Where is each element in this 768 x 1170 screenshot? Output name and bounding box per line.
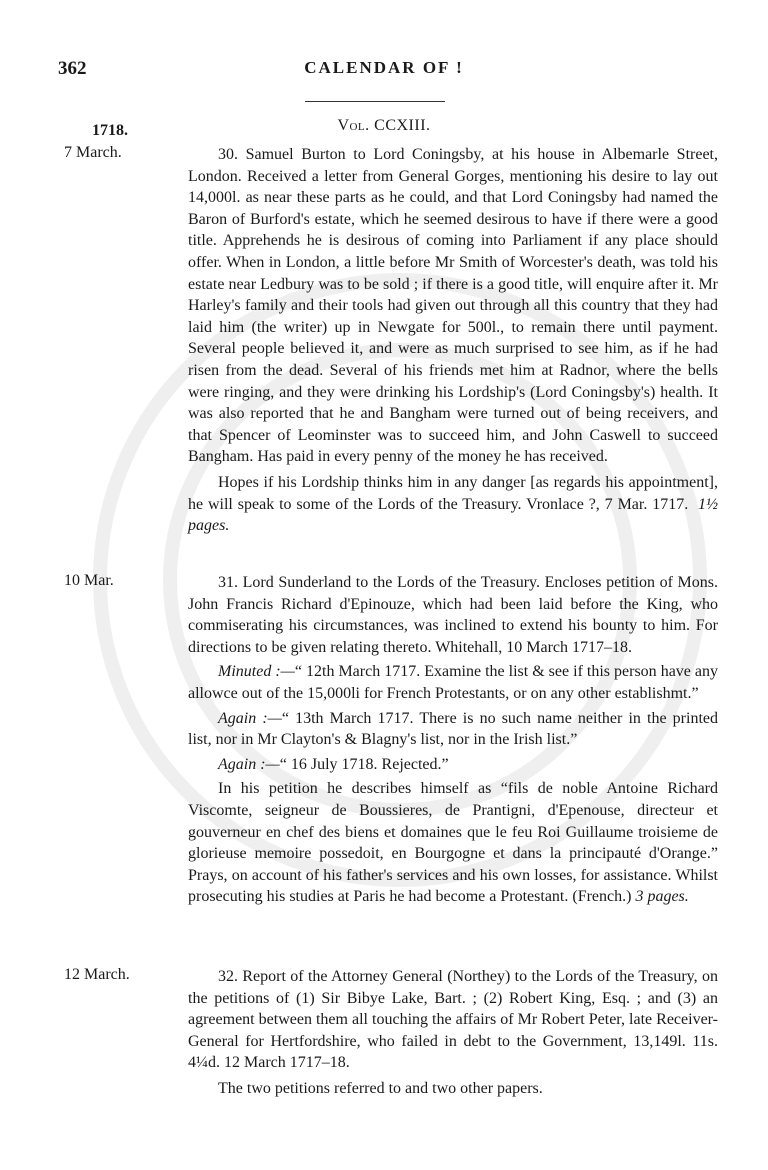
entry-date: 7 March. [64,144,122,161]
volume-heading: Vol. CCXIII. [337,117,431,134]
entry-body [188,966,718,1100]
entry-closing [188,472,718,537]
minute-label: Again :— [218,755,280,773]
petition-text: In his petition he describes himself as “fils de noble Antoine Richard Viscomte, seigneur de Boussieres, de Prantigni, d'Epenouse, directeur et gouverneur en chef des biens et domaines que le feu Roi Guillaume troisieme de glorieuse memoire possedoit, en Bourgogne et dans la principauté d'Orange.” Prays, on account of his father's services and his own losses, for assistance. Whilst prosecuting his studies at Paris he had become a Protestant. (French.) [188,780,718,906]
header-rule [305,101,445,102]
minute-note [188,661,718,704]
minute-text: “ 12th March 1717. Examine the list & see if this person have any allowce out of the 15,000li for French Protestants, or on any other establishmt.” [188,663,718,702]
margin-year: 1718. [92,122,128,139]
minute-label: Again :— [218,709,282,727]
entry-body [188,572,718,908]
minute-note [188,754,718,776]
minute-label: Minuted :— [218,663,295,681]
page-header [0,58,768,88]
minute-note [188,708,718,751]
entry-paragraph: 30. Samuel Burton to Lord Coningsby, at his house in Albemarle Street, London. Received a letter from General Gorges, mentioning his desire to lay out 14,000l. as near these parts as he could, and that Lord Coningsby had named the Baron of Burford's estate, which he seemed desirous to have if there were a good title. Apprehends he is desirous of coming into Parliament if any place should offer. When in London, a little before Mr Smith of Worcester's death, was told his estate near Ledbury was to be sold ; if there is a good title, will enquire after it. Mr Harley's family and their tools had given out through all this country that they had laid him (the writer) up in Newgate for 500l., to remain there until payment. Several people believed it, and were as much surprised to see him, as if he had risen from the dead. Several of his friends met him at Radnor, where the bells were ringing, and they were drinking his Lordship's (Lord Coningsby's) health. It was also reported that he and Bangham were turned out of being receivers, and that Spencer of Leominster was to succeed him, and John Caswell to succeed Bangham. Has paid in every penny of the money he has received. [188,146,718,466]
page-count: 1½ pages. [188,495,719,535]
entry-paragraph: 31. Lord Sunderland to the Lords of the Treasury. Encloses petition of Mons. John Francis Richard d'Epinouze, which had been laid before the King, who commiserating his circumstances, was inclined to extend his bounty to him. For directions to be given relating thereto. Whitehall, 10 March 1717–18. [188,574,718,656]
minute-text: “ 16 July 1718. Rejected.” [279,755,449,773]
closing-text: Hopes if his Lordship thinks him in any danger [as regards his appointment], he will speak to some of the Lords of the Treasury. Vronlace ?, 7 Mar. 1717. [188,473,718,513]
running-title: CALENDAR OF ! [304,58,464,77]
page-count: 3 pages. [635,888,689,906]
minute-text: “ 13th March 1717. There is no such name neither in the printed list, nor in Mr Clayton's & Blagny's list, nor in the Irish list.” [188,709,718,749]
page-number: 362 [58,58,87,79]
entry-date: 10 Mar. [64,572,114,589]
entry-paragraph: 32. Report of the Attorney General (Northey) to the Lords of the Treasury, on the petitions of (1) Sir Bibye Lake, Bart. ; (2) Robert King, Esq. ; and (3) an agreement between them all touching the affairs of Mr Robert Peter, late Receiver-General for Hertfordshire, who failed in debt to the Government, 13,149l. 11s. 4¼d. 12 March 1717–18. [188,968,718,1072]
entry-body [188,144,718,537]
entry-note: The two petitions referred to and two other papers. [218,1079,543,1097]
petition-description [188,778,718,908]
entry-date: 12 March. [64,966,130,983]
